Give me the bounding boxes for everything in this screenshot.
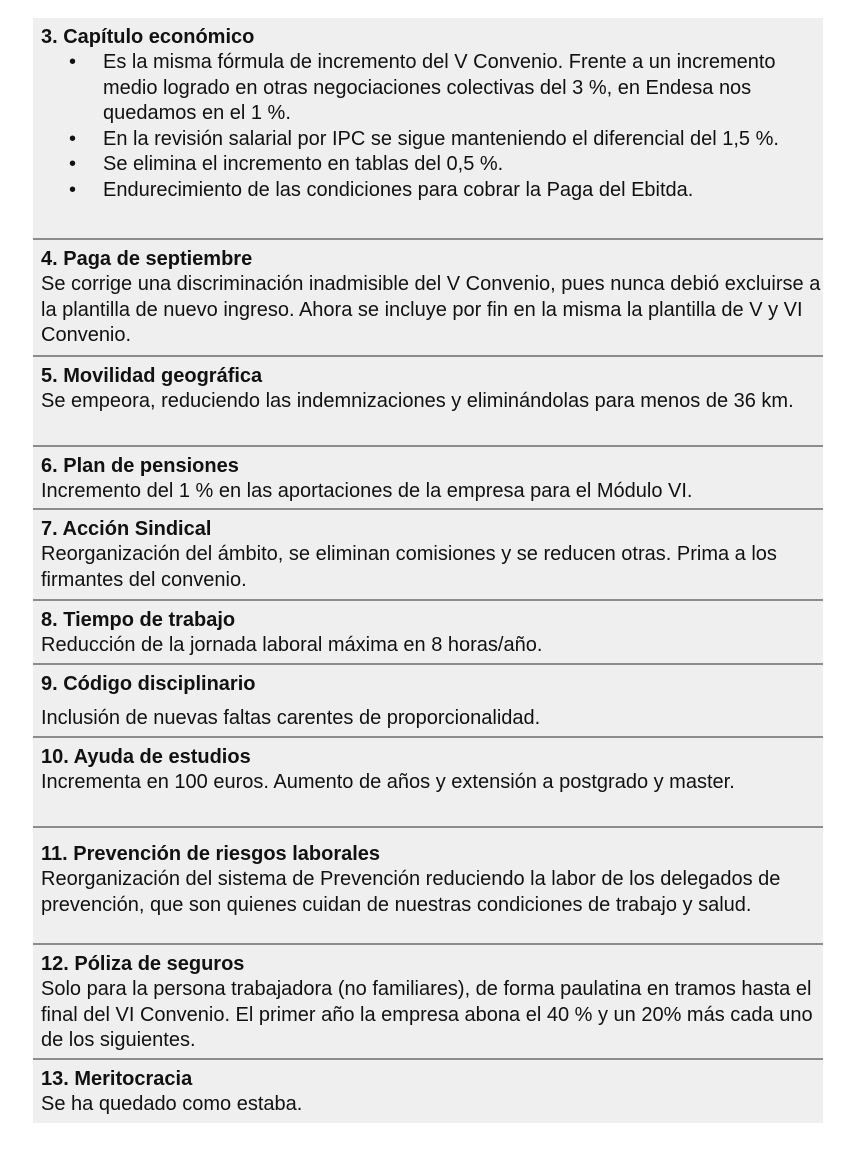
section-capitulo-economico: [33, 18, 823, 240]
section-meritocracia: [33, 1060, 823, 1123]
section-text: Se empeora, reduciendo las indemnizaciones y eliminándolas para menos de 36 km.: [41, 390, 794, 412]
bullet-list: [41, 50, 823, 203]
section-text: Incremento del 1 % en las aportaciones de la empresa para el Módulo VI.: [41, 480, 693, 502]
list-item: • Se elimina el incremento en tablas del 0,5 %.: [41, 152, 823, 178]
section-heading: 8. Tiempo de trabajo: [41, 609, 236, 631]
section-ayuda-estudios: [33, 738, 823, 828]
section-poliza-seguros: [33, 945, 823, 1060]
bullet-icon: •: [69, 178, 77, 201]
document-body: [33, 18, 823, 1123]
section-heading: 12. Póliza de seguros: [41, 953, 245, 975]
section-text: Reducción de la jornada laboral máxima en 8 horas/año.: [41, 634, 543, 656]
section-tiempo-trabajo: [33, 601, 823, 665]
section-text: Se corrige una discriminación inadmisible del V Convenio, pues nunca debió excluirse a la plantilla de nuevo ingreso. Ahora se incluye por fin en la misma la plantilla de V y VI Convenio.: [41, 273, 821, 346]
list-item: • En la revisión salarial por IPC se sigue manteniendo el diferencial del 1,5 %.: [41, 127, 823, 153]
section-text: Se ha quedado como estaba.: [41, 1093, 303, 1115]
section-heading: 11. Prevención de riesgos laborales: [41, 843, 381, 865]
list-item: • Es la misma fórmula de incremento del V Convenio. Frente a un incremento medio logrado en otras negociaciones colectivas del 3 %, en Endesa nos quedamos en el 1 %.: [69, 51, 776, 124]
list-item: • Endurecimiento de las condiciones para cobrar la Paga del Ebitda.: [41, 178, 823, 204]
section-heading: 10. Ayuda de estudios: [41, 746, 251, 768]
section-heading: 3. Capítulo económico: [41, 26, 255, 48]
section-heading: 4. Paga de septiembre: [41, 248, 253, 270]
section-heading: 7. Acción Sindical: [41, 518, 212, 540]
section-heading: 5. Movilidad geográfica: [41, 365, 263, 387]
bullet-icon: •: [69, 127, 77, 150]
section-codigo-disciplinario: [33, 665, 823, 738]
bullet-icon: •: [69, 153, 77, 175]
section-text: Incrementa en 100 euros. Aumento de años y extensión a postgrado y master.: [41, 771, 735, 793]
section-text: Solo para la persona trabajadora (no familiares), de forma paulatina en tramos hasta el final del VI Convenio. El primer año la empresa abona el 40 % y un 20% más cada uno de los siguientes.: [41, 978, 813, 1051]
section-heading: 13. Meritocracia: [41, 1068, 193, 1090]
section-text: Inclusión de nuevas faltas carentes de proporcionalidad.: [41, 707, 541, 729]
section-prevencion-riesgos: [33, 828, 823, 945]
section-plan-pensiones: [33, 447, 823, 510]
section-paga-septiembre: [33, 240, 823, 357]
section-text: Reorganización del ámbito, se eliminan comisiones y se reducen otras. Prima a los firmantes del convenio.: [41, 543, 777, 591]
section-text: Reorganización del sistema de Prevención reduciendo la labor de los delegados de prevención, que son quienes cuidan de nuestras condiciones de trabajo y salud.: [41, 868, 781, 916]
bullet-icon: •: [69, 51, 77, 73]
section-movilidad-geografica: [33, 357, 823, 447]
section-accion-sindical: [33, 510, 823, 601]
section-heading: 9. Código disciplinario: [41, 673, 256, 695]
spacer: [41, 697, 823, 706]
section-heading: 6. Plan de pensiones: [41, 455, 239, 477]
